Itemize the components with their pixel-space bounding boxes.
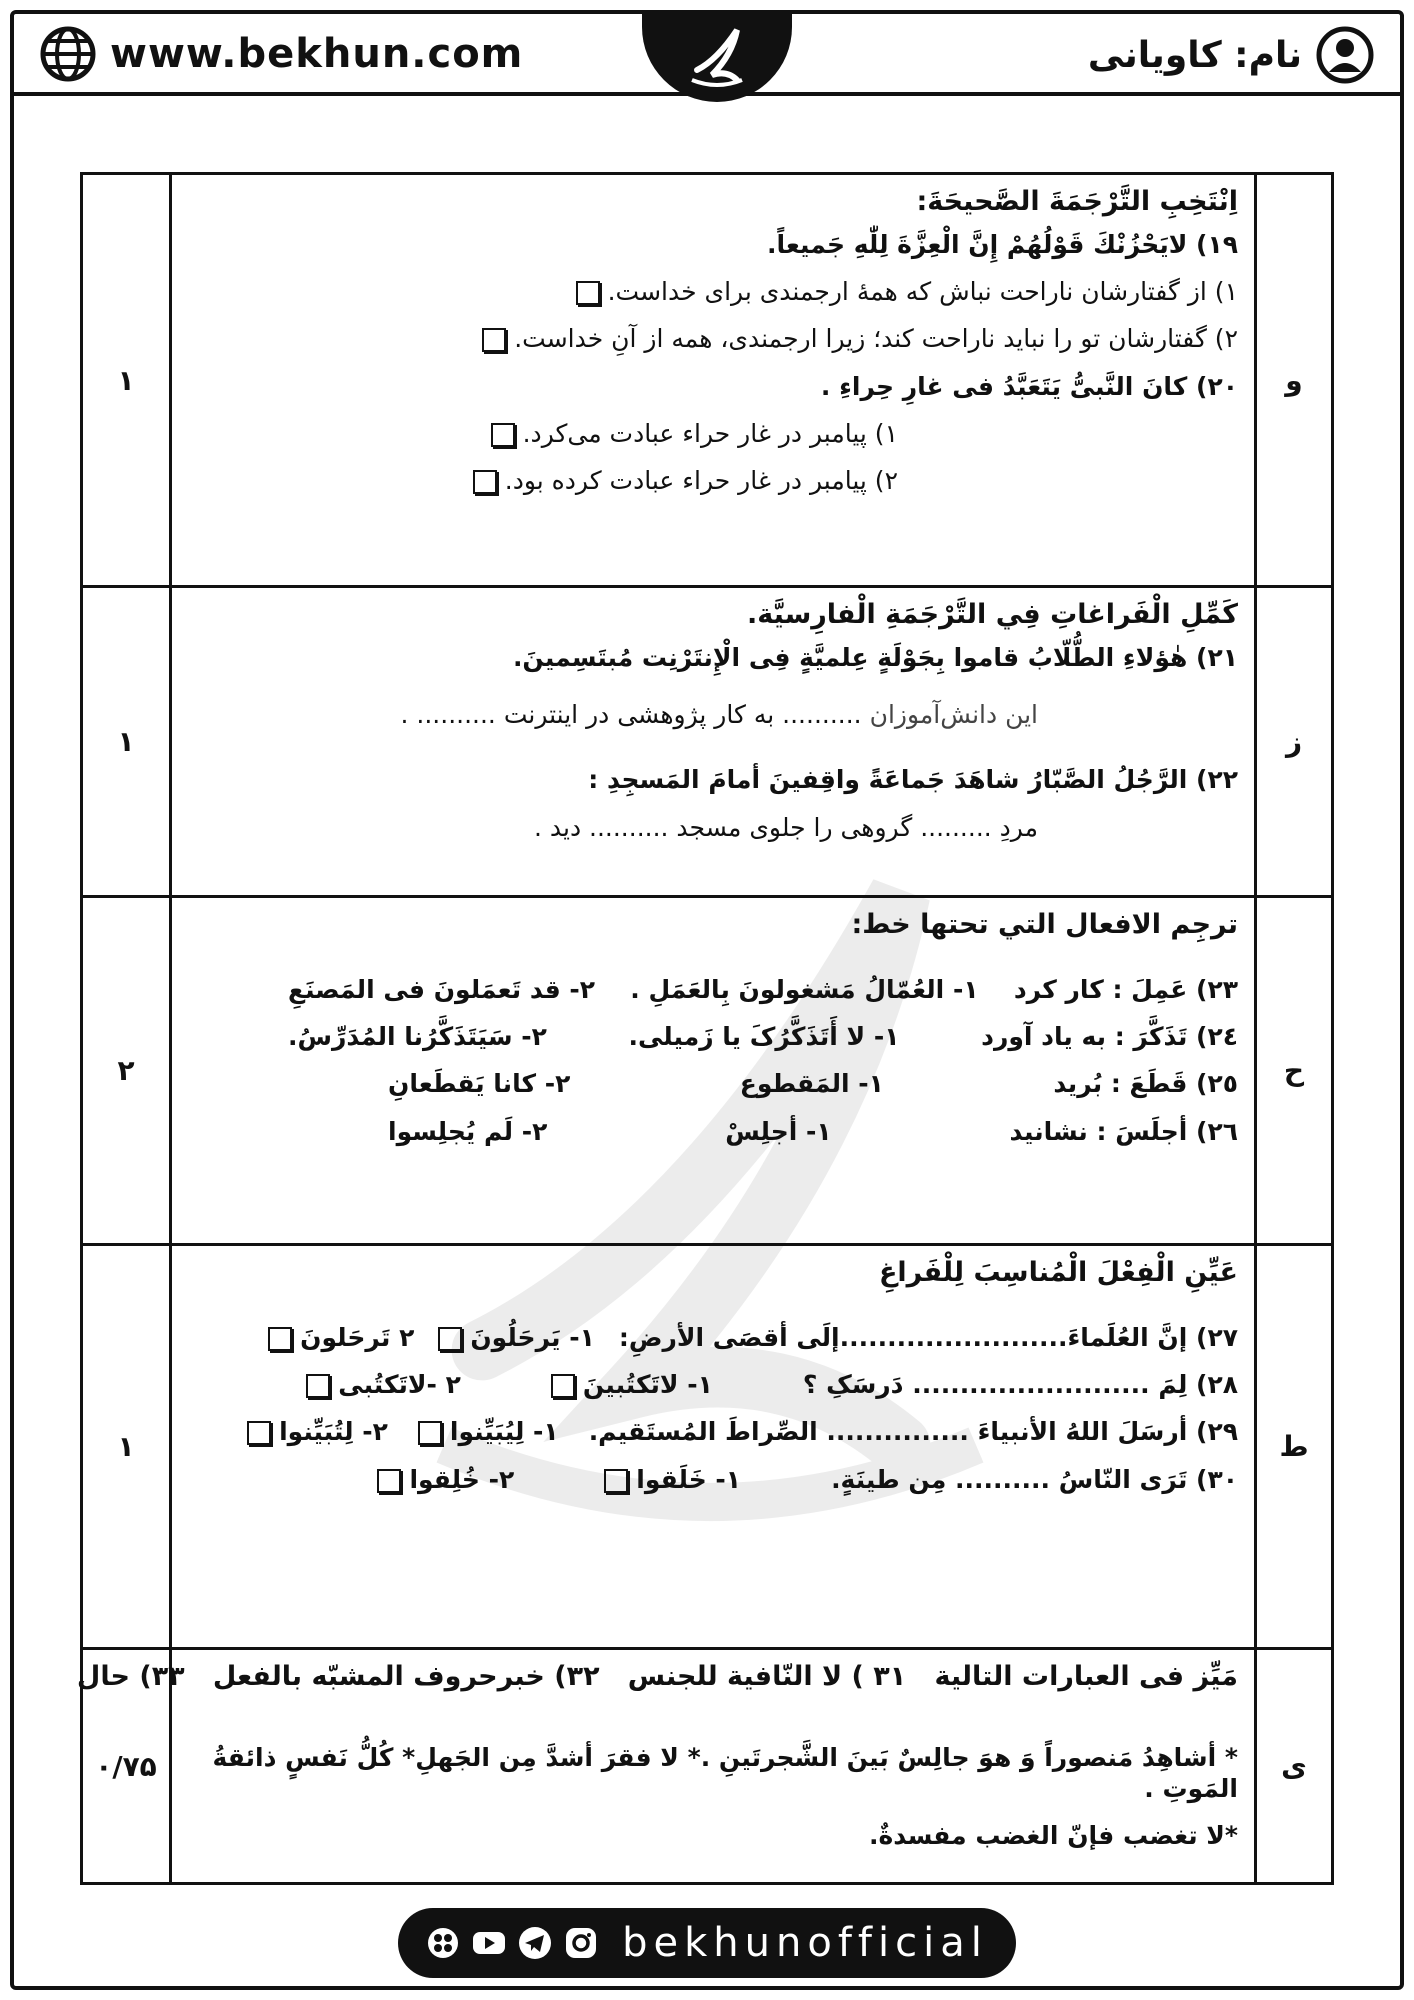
option-28-1: ۱- لاتَکتُبینَ [551, 1369, 713, 1400]
instagram-icon[interactable] [564, 1926, 598, 1960]
question-22: ۲۲) الرَّجُلُ الصَّبّارُ شاهَدَ جَماعَةً واقِفینَ أمامَ المَسجِدِ : [588, 765, 1238, 795]
checkbox[interactable] [268, 1327, 292, 1351]
social-handle: bekhunofficial [622, 1920, 988, 1966]
section-mark: ۱ [82, 174, 171, 587]
section-ya [82, 1649, 1333, 1884]
option-30-1: ۱- خَلَقوا [604, 1464, 741, 1495]
section-heading: مَیِّز فی العبارات التالیة ۳۱ ) لا النّافیة للجنس ۳۲) خبرحروف المشبّه بالفعل ۳۳) حال [76, 1661, 1238, 1692]
translation-22: مردِ ......... گروهی را جلوی مسجد .......... دید . [533, 812, 1038, 842]
section-heading: ترجِم الافعال التي تحتها خط: [851, 909, 1238, 940]
section-heading: عَیِّنِ الْفِعْلَ الْمُناسِبَ لِلْفَراغِ [878, 1257, 1238, 1288]
verb-23: ۲۳) عَمِلَ : کار کرد [1013, 974, 1238, 1004]
question-29: ۲۹) أرسَلَ اللهُ الأنبیاءَ ............... الصِّراطَ المُستَقیم. [588, 1417, 1238, 1447]
option-27-1: ۱- یَرحَلُونَ [438, 1322, 595, 1353]
fill-row [188, 1416, 1238, 1447]
checkbox[interactable] [306, 1374, 330, 1398]
section-mark: ۰/۷۵ [82, 1649, 171, 1884]
student-name [1088, 26, 1374, 84]
sentence-line-2: *لا تغضب فإنّ الغضب مفسدةٌ. [869, 1821, 1238, 1851]
youtube-icon[interactable] [472, 1926, 506, 1960]
section-letter: ح [1256, 897, 1333, 1245]
verb-row [188, 1116, 1238, 1147]
option-20-2: ۲) پیامبر در غار حراء عبادت کرده بود. [188, 465, 1238, 496]
verb-24-ex2: ۲- سَیَتَذَکَّرُنا المُدَرِّسُ. [288, 1022, 547, 1051]
verb-25: ۲٥) قَطَعَ : بُرید [1053, 1069, 1238, 1099]
checkbox[interactable] [576, 281, 600, 305]
section-zain [82, 587, 1333, 897]
verb-26-ex2: ۲- لَم یُجلِسوا [388, 1116, 548, 1146]
option-30-2: ۲- خُلِقوا [377, 1464, 514, 1495]
question-28: ۲۸) لِمَ ......................... دَرسَکِ ؟ [802, 1370, 1238, 1399]
section-vav [82, 174, 1333, 587]
checkbox[interactable] [491, 423, 515, 447]
question-21: ۲۱) هٰؤلاءِ الطُّلّابُ قاموا بِجَوْلَةٍ عِلمیَّةٍ فِی الْإِنتَرْنِت مُبتَسِمینَ. [512, 642, 1238, 672]
section-mark: ۲ [82, 897, 171, 1245]
section-ta [82, 1245, 1333, 1649]
verb-23-ex2: ۲- قد تَعمَلونَ فی المَصنَعِ [288, 974, 596, 1004]
site-url: www.bekhun.com [110, 31, 524, 77]
section-letter: ی [1256, 1649, 1333, 1884]
fill-row [188, 1369, 1238, 1400]
verb-26: ۲٦) أجلَسَ : نشانید [1009, 1116, 1238, 1146]
option-27-2: ۲ تَرحَلونَ [268, 1322, 414, 1353]
checkbox[interactable] [551, 1374, 575, 1398]
verb-24: ۲٤) تَذَکَّرَ : به یاد آورد [981, 1022, 1238, 1051]
option-20-1: ۱) پیامبر در غار حراء عبادت می‌کرد. [188, 418, 1238, 449]
header [10, 10, 1404, 96]
social-footer [398, 1908, 1016, 1978]
option-19-2: ۲) گفتارشان تو را نباید ناراحت کند؛ زیرا ارجمندی، همه از آنِ خداست. [188, 323, 1238, 354]
checkbox[interactable] [418, 1421, 442, 1445]
section-letter: ط [1256, 1245, 1333, 1649]
checkbox[interactable] [438, 1327, 462, 1351]
translation-21-a: این دانش‌آموزان [869, 700, 1038, 729]
fill-row [188, 1464, 1238, 1495]
verb-row [188, 1068, 1238, 1099]
telegram-icon[interactable] [518, 1926, 552, 1960]
question-20: ۲۰) کانَ النَّبیُّ یَتَعَبَّدُ فی غارِ حِراءِ . [820, 371, 1238, 401]
section-letter: و [1256, 174, 1333, 587]
option-29-2: ۲- لِتُبَیِّنوا [247, 1416, 388, 1447]
verb-25-ex2: ۲- کانا یَقطَعانِ [388, 1069, 571, 1099]
section-mark: ۱ [82, 587, 171, 897]
verb-row [188, 1021, 1238, 1052]
name-label: نام: کاویانی [1087, 34, 1302, 76]
brand-logo [642, 10, 792, 102]
section-heading: کَمِّلِ الْفَراغاتِ فِي التَّرْجَمَةِ الْفارِسیَّة. [747, 599, 1238, 630]
verb-23-ex1: ۱- العُمّالُ مَشغولونَ بِالعَمَلِ . [630, 974, 979, 1004]
question-27: ۲۷) إنَّ العُلَماءَ........................إلَى أقصَى الأرضِ: [618, 1322, 1238, 1352]
checkbox[interactable] [377, 1469, 401, 1493]
globe-icon [40, 26, 96, 82]
exam-table [76, 172, 1334, 1885]
section-ha [82, 897, 1333, 1245]
question-30: ۳۰) تَرَی النّاسُ .......... مِن طینَةٍ. [831, 1464, 1238, 1494]
section-mark: ۱ [82, 1245, 171, 1649]
checkbox[interactable] [604, 1469, 628, 1493]
sentence-line-1: * أشاهِدُ مَنصوراً وَ هوَ جالِسٌ بَینَ الشَّجرتَینِ .* لا فقرَ أشدَّ مِن الجَهلِ* کُلُّ نَفسٍ ذائقةُ المَوتِ . [212, 1742, 1238, 1803]
site-link[interactable] [40, 26, 523, 82]
option-28-2: ۲ -لاتَکتُبی [306, 1369, 461, 1400]
section-heading: اِنْتَخِبِ التَّرْجَمَةَ الصَّحیحَةَ: [916, 186, 1238, 217]
user-icon [1316, 26, 1374, 84]
translation-21 [188, 699, 1238, 730]
option-29-1: ۱- لِیُبَیِّنوا [418, 1416, 559, 1447]
verb-25-ex1: ۱- المَقطوع [739, 1069, 884, 1099]
verb-26-ex1: ۱- أجلِسْ [725, 1116, 832, 1146]
section-letter: ز [1256, 587, 1333, 897]
checkbox[interactable] [482, 328, 506, 352]
translation-21-b: .......... به کار پژوهشی در اینترنت .......... . [400, 700, 862, 729]
checkbox[interactable] [473, 470, 497, 494]
aparat-icon[interactable] [426, 1926, 460, 1960]
verb-row [188, 974, 1238, 1005]
question-19: ۱۹) لایَحْزُنْكَ قَوْلُهُمْ إِنَّ الْعِزَّةَ لِلّٰهِ جَمیعاً. [767, 229, 1238, 259]
verb-24-ex1: ۱- لا أَتَذَکَّرُکَ یا زَمیلی. [628, 1022, 900, 1051]
checkbox[interactable] [247, 1421, 271, 1445]
option-19-1: ۱) از گفتارشان ناراحت نباش که همهٔ ارجمندی برای خداست. [188, 276, 1238, 307]
fill-row [188, 1322, 1238, 1353]
